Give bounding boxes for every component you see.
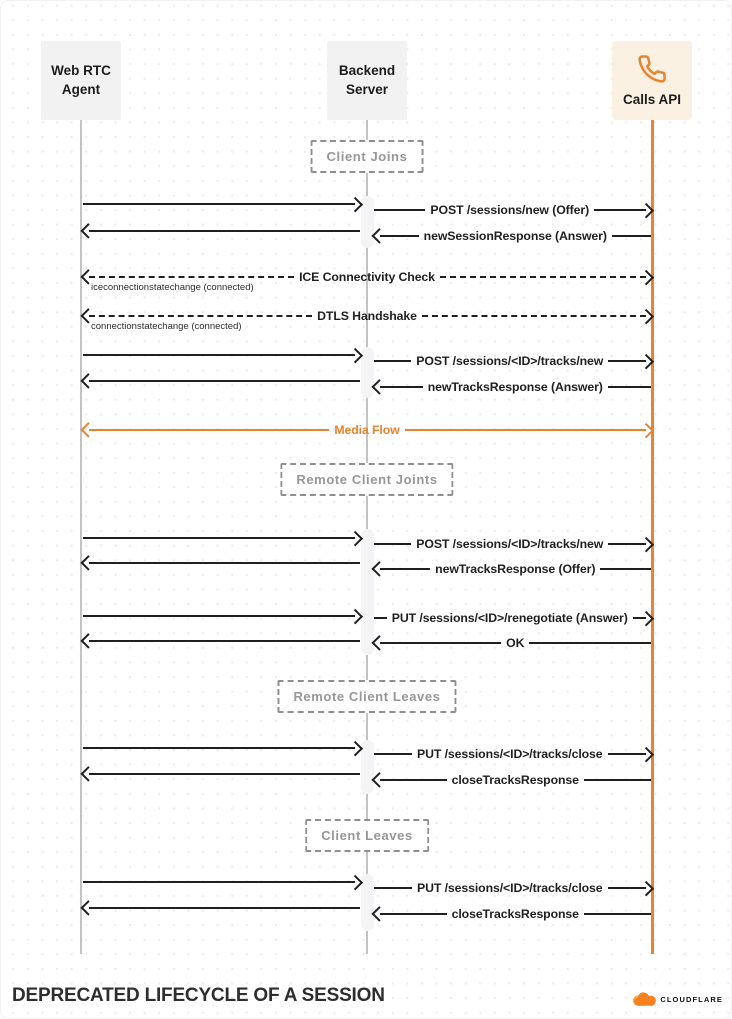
arrow-client-response bbox=[83, 768, 360, 780]
arrow-put-renegotiate: PUT /sessions/<ID>/renegotiate (Answer) bbox=[374, 612, 651, 624]
page-title: DEPRECATED LIFECYCLE OF A SESSION bbox=[12, 985, 385, 1006]
arrow-client-request bbox=[83, 876, 360, 888]
phase-remote-client-joints: Remote Client Joints bbox=[280, 463, 453, 496]
arrow-client-request bbox=[83, 349, 360, 361]
phase-client-leaves: Client Leaves bbox=[305, 819, 429, 852]
arrow-client-response bbox=[83, 635, 360, 647]
actor-label: Web RTC Agent bbox=[51, 63, 111, 97]
arrow-new-tracks-response-offer: newTracksResponse (Offer) bbox=[374, 563, 651, 575]
actor-backend-server bbox=[327, 41, 407, 120]
arrow-put-tracks-close: PUT /sessions/<ID>/tracks/close bbox=[374, 882, 651, 894]
cloudflare-cloud-icon bbox=[630, 992, 657, 1007]
activation-bar bbox=[361, 529, 374, 655]
arrow-client-response bbox=[83, 375, 360, 387]
cloudflare-logo bbox=[630, 992, 723, 1007]
connection-state-note: connectionstatechange (connected) bbox=[91, 321, 242, 332]
arrow-post-tracks-new: POST /sessions/<ID>/tracks/new bbox=[374, 355, 651, 367]
arrow-media-flow: Media Flow bbox=[83, 424, 651, 436]
arrow-post-tracks-new: POST /sessions/<ID>/tracks/new bbox=[374, 538, 651, 550]
arrow-ice-connectivity-check: ICE Connectivity Check bbox=[83, 271, 651, 283]
actor-label: Calls API bbox=[622, 92, 682, 107]
actor-webrtc-agent bbox=[41, 41, 121, 120]
arrow-post-sessions-new: POST /sessions/new (Offer) bbox=[374, 204, 651, 216]
phone-icon bbox=[637, 54, 667, 84]
ice-state-note: iceconnectionstatechange (connected) bbox=[91, 282, 254, 293]
lifeline-calls-api bbox=[651, 120, 654, 954]
arrow-client-response bbox=[83, 557, 360, 569]
activation-bar bbox=[361, 874, 374, 931]
lifeline-webrtc-agent bbox=[80, 120, 82, 954]
phase-client-joins: Client Joins bbox=[311, 140, 424, 173]
arrow-close-tracks-response: closeTracksResponse bbox=[374, 908, 651, 920]
arrow-client-request bbox=[83, 742, 360, 754]
arrow-new-session-response: newSessionResponse (Answer) bbox=[374, 230, 651, 242]
arrow-dtls-handshake: DTLS Handshake bbox=[83, 310, 651, 322]
arrow-new-tracks-response: newTracksResponse (Answer) bbox=[374, 381, 651, 393]
cloudflare-wordmark: CLOUDFLARE bbox=[660, 995, 723, 1004]
arrow-close-tracks-response: closeTracksResponse bbox=[374, 774, 651, 786]
phase-remote-client-leaves: Remote Client Leaves bbox=[277, 680, 456, 713]
arrow-client-response bbox=[83, 902, 360, 914]
arrow-client-response bbox=[83, 225, 360, 237]
arrow-ok-response: OK bbox=[374, 637, 651, 649]
actor-label: Backend Server bbox=[338, 63, 396, 97]
actor-calls-api bbox=[612, 41, 692, 120]
arrow-put-tracks-close: PUT /sessions/<ID>/tracks/close bbox=[374, 748, 651, 760]
arrow-client-request bbox=[83, 198, 360, 210]
arrow-client-request bbox=[83, 532, 360, 544]
arrow-client-request bbox=[83, 610, 360, 622]
